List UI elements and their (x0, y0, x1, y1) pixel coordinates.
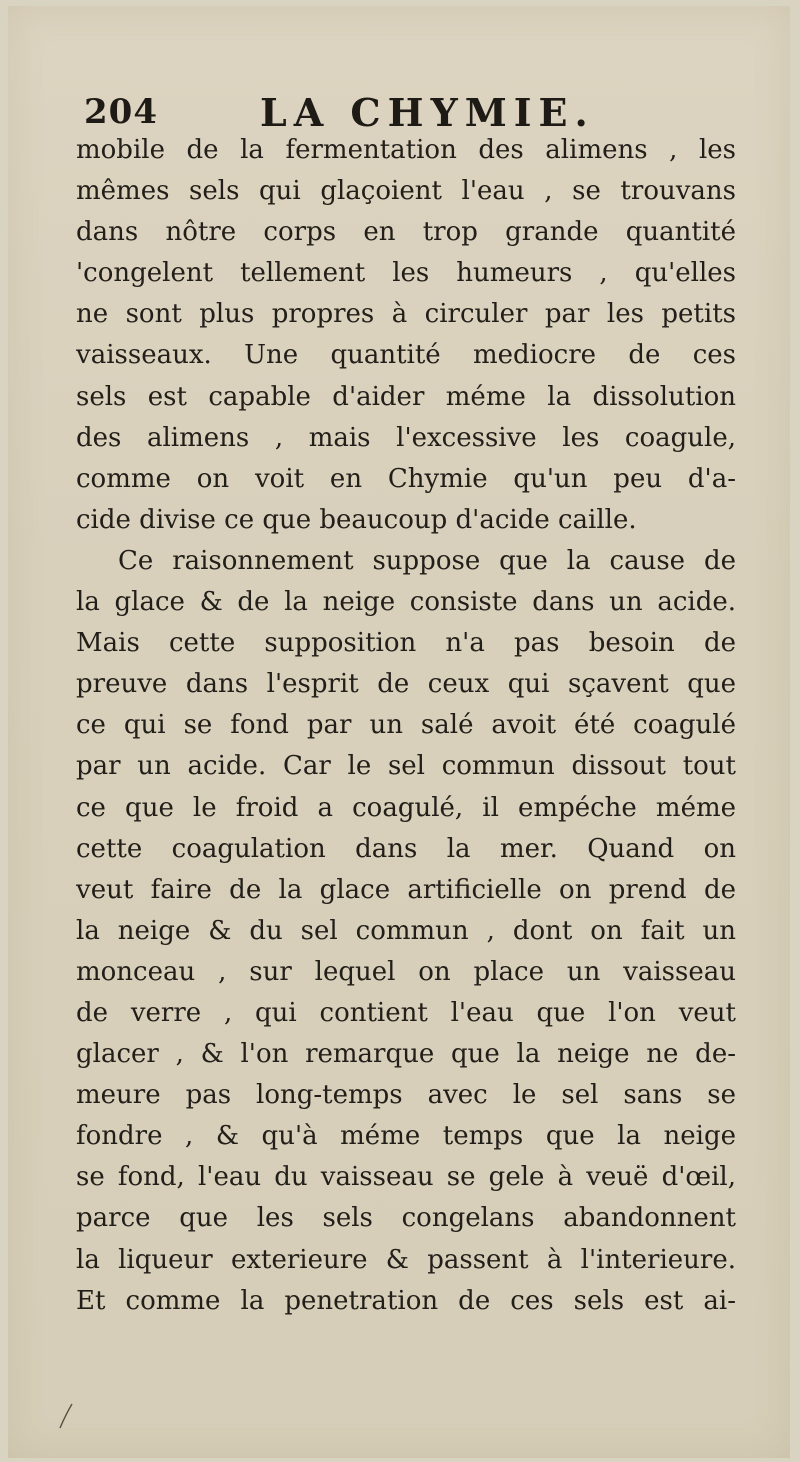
text-line: Et comme la penetration de ces sels est ai- (76, 1285, 736, 1316)
text-line: la liqueur exterieure & passent à l'interieure. (76, 1244, 736, 1275)
text-line: Mais cette supposition n'a pas besoin de (76, 628, 736, 659)
text-line: cette coagulation dans la mer. Quand on (76, 833, 736, 864)
text-line: la glace & de la neige consiste dans un acide. (76, 587, 736, 618)
text-line: comme on voit en Chymie qu'un peu d'a- (76, 463, 736, 494)
text-line: Ce raisonnement suppose que la cause de (118, 545, 736, 576)
text-line: se fond, l'eau du vaisseau se gele à veuë d'œil, (76, 1162, 736, 1193)
text-line: fondre , & qu'à méme temps que la neige (76, 1121, 736, 1152)
text-line: veut faire de la glace artificielle on prend de (76, 874, 736, 905)
body-text (76, 130, 736, 1322)
running-title: LA CHYMIE. (260, 90, 595, 135)
text-line: ce qui se fond par un salé avoit été coagulé (76, 710, 736, 741)
page-number: 204 (84, 92, 158, 132)
text-line: 'congelent tellement les humeurs , qu'elles (76, 258, 736, 289)
text-line: preuve dans l'esprit de ceux qui sçavent que (76, 669, 736, 700)
text-line: par un acide. Car le sel commun dissout tout (76, 751, 736, 782)
text-line: meure pas long-temps avec le sel sans se (76, 1080, 736, 1111)
text-line: mêmes sels qui glaçoient l'eau , se trouvans (76, 176, 736, 207)
text-line: monceau , sur lequel on place un vaisseau (76, 956, 736, 987)
text-line: ce que le froid a coagulé, il empéche méme (76, 792, 736, 823)
text-line: sels est capable d'aider méme la dissolution (76, 381, 736, 412)
text-line: la neige & du sel commun , dont on fait un (76, 915, 736, 946)
text-line: de verre , qui contient l'eau que l'on veut (76, 997, 736, 1028)
text-line: ne sont plus propres à circuler par les petits (76, 299, 736, 330)
text-line: vaisseaux. Une quantité mediocre de ces (76, 340, 736, 371)
pen-mark-icon (58, 1402, 74, 1430)
text-line: parce que les sels congelans abandonnent (76, 1203, 736, 1234)
text-line: mobile de la fermentation des alimens , les (76, 135, 736, 165)
text-line: cide divise ce que beaucoup d'acide caille. (76, 504, 637, 535)
text-line: des alimens , mais l'excessive les coagule, (76, 422, 736, 453)
text-line: glacer , & l'on remarque que la neige ne de- (76, 1039, 736, 1070)
text-line: dans nôtre corps en trop grande quantité (76, 217, 736, 248)
